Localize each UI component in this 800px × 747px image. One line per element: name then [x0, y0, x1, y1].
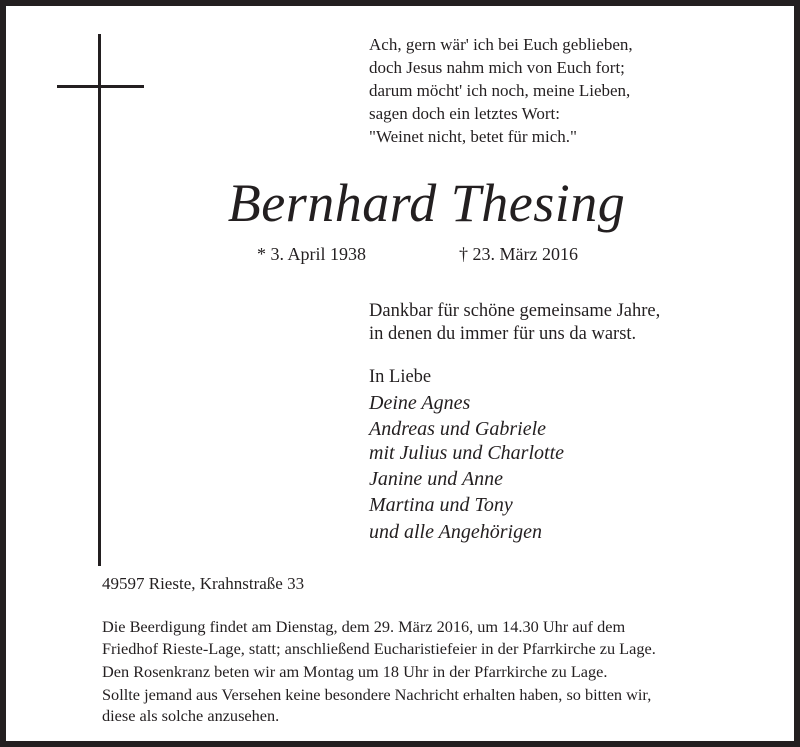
deceased-name: Bernhard Thesing — [227, 173, 626, 233]
in-love-label: In Liebe — [369, 367, 432, 387]
death-date: † 23. März 2016 — [459, 244, 578, 264]
funeral-info-line: Friedhof Rieste-Lage, statt; anschließend Eucharistiefeier in der Pfarrkirche zu Lage. — [102, 639, 656, 658]
family-member: und alle Angehörigen — [369, 521, 542, 543]
cross-icon-bar — [57, 85, 144, 88]
family-member: mit Julius und Charlotte — [369, 442, 564, 464]
poem-line: sagen doch ein letztes Wort: — [369, 104, 560, 123]
poem-line: darum möcht' ich noch, meine Lieben, — [369, 81, 631, 100]
dedication-line: in denen du immer für uns da warst. — [369, 324, 637, 344]
address: 49597 Rieste, Krahnstraße 33 — [102, 574, 305, 593]
funeral-info-line: diese als solche anzusehen. — [102, 706, 280, 725]
dedication-line: Dankbar für schöne gemeinsame Jahre, — [369, 301, 661, 321]
family-member: Martina und Tony — [369, 494, 513, 516]
poem-line: "Weinet nicht, betet für mich." — [369, 127, 577, 146]
poem-line: Ach, gern wär' ich bei Euch geblieben, — [369, 35, 633, 54]
funeral-info-line: Sollte jemand aus Versehen keine besondere Nachricht erhalten haben, so bitten wir, — [102, 685, 652, 704]
funeral-info-line: Den Rosenkranz beten wir am Montag um 18 Uhr in der Pfarrkirche zu Lage. — [102, 662, 608, 681]
funeral-info-line: Die Beerdigung findet am Dienstag, dem 29. März 2016, um 14.30 Uhr auf dem — [102, 617, 626, 636]
birth-date: * 3. April 1938 — [257, 244, 367, 264]
family-member: Janine und Anne — [369, 468, 504, 490]
family-member: Deine Agnes — [369, 392, 471, 414]
poem-line: doch Jesus nahm mich von Euch fort; — [369, 58, 625, 77]
family-member: Andreas und Gabriele — [369, 418, 547, 440]
cross-icon — [98, 34, 101, 566]
